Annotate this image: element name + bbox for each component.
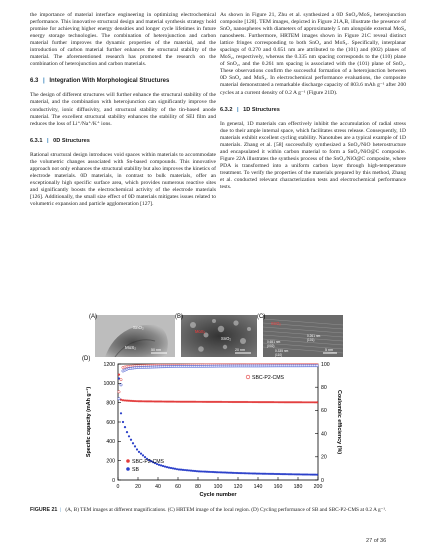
point-sb bbox=[128, 435, 130, 437]
point-sbc-p2-cms bbox=[152, 400, 154, 402]
point-sbc-p2-cms bbox=[180, 401, 182, 403]
legend-marker-sb bbox=[126, 467, 130, 471]
point-sbc-p2-cms bbox=[308, 401, 310, 403]
label-sno2-c: SnO₂ bbox=[271, 321, 282, 326]
point-sb bbox=[242, 472, 244, 474]
point-sbc-p2-cms bbox=[192, 401, 194, 403]
y-left-tick-label: 600 bbox=[106, 419, 115, 426]
y-right-axis-label: Coulombic efficiency (%) bbox=[336, 389, 342, 455]
point-sbc-p2-cms bbox=[264, 401, 266, 403]
point-sb bbox=[258, 473, 260, 475]
point-sb bbox=[248, 472, 250, 474]
point-sb bbox=[206, 471, 208, 473]
point-sbc-p2-cms bbox=[250, 401, 252, 403]
tem-image-a bbox=[95, 315, 175, 357]
point-sbc-p2-cms bbox=[236, 401, 238, 403]
point-sbc-p2-cms bbox=[162, 400, 164, 402]
point-sbc-p2-cms bbox=[194, 401, 196, 403]
section-number: 6.3 bbox=[30, 78, 39, 85]
subsection-heading bbox=[30, 138, 216, 145]
point-sbc-p2-cms bbox=[160, 400, 162, 402]
point-sbc-p2-cms bbox=[140, 400, 142, 402]
body-paragraph: the importance of material interface engineering in optimizing electrochemical performance. This innovative structural design and material synthesis strategy hold promise for achieving higher energy densities and longer cycle lifetimes in future energy storage technologies. The combination of heterojunction and carbon material further improves the dynamic properties of the material, and the introduction of carbon material further enhances the structural stability of the material. The aforementioned research has promoted the research on the combination of heterojunction and carbon materials. bbox=[30, 12, 216, 68]
point-sb bbox=[284, 473, 286, 475]
point-sbc-p2-cms bbox=[164, 400, 166, 402]
point-sb bbox=[274, 473, 276, 475]
point-sbc-p2-cms bbox=[198, 401, 200, 403]
x-tick-label: 160 bbox=[273, 484, 283, 490]
x-tick-label: 60 bbox=[175, 484, 181, 490]
panel-label-c: (C) bbox=[257, 314, 266, 320]
point-sb bbox=[216, 471, 218, 473]
point-sbc-p2-cms bbox=[262, 401, 264, 403]
left-column bbox=[30, 12, 216, 212]
y-left-tick-label: 1000 bbox=[103, 381, 115, 388]
point-sb bbox=[132, 442, 134, 444]
lattice-plane-3: (110) bbox=[275, 353, 283, 357]
legend-label-sbc: SBC-P2-CMS bbox=[132, 459, 164, 465]
caption-divider: | bbox=[58, 507, 62, 513]
point-sb bbox=[278, 473, 280, 475]
point-sbc-p2-cms bbox=[282, 401, 284, 403]
point-sbc-p2-cms bbox=[274, 401, 276, 403]
point-sbc-p2-cms bbox=[128, 400, 130, 402]
point-sb bbox=[224, 471, 226, 473]
point-sb bbox=[182, 469, 184, 471]
point-sb bbox=[138, 451, 140, 453]
point-sbc-p2-cms bbox=[146, 400, 148, 402]
point-sb bbox=[306, 473, 308, 475]
point-sb bbox=[178, 468, 180, 470]
point-sbc-p2-cms bbox=[300, 401, 302, 403]
point-sb bbox=[188, 469, 190, 471]
point-sb bbox=[130, 439, 132, 441]
point-sbc-p2-cms bbox=[268, 401, 270, 403]
point-sb bbox=[292, 473, 294, 475]
point-sbc-p2-cms bbox=[278, 401, 280, 403]
y-right-tick-label: 0 bbox=[321, 477, 324, 484]
subsection-title: 1D Structures bbox=[243, 106, 280, 113]
point-sb bbox=[124, 426, 126, 428]
lattice-spacing-1: 0.261 nm bbox=[307, 334, 321, 338]
point-sb bbox=[250, 472, 252, 474]
point-sb bbox=[218, 471, 220, 473]
legend-top-label: SBC-P2-CMS bbox=[252, 375, 284, 381]
point-sb bbox=[296, 473, 298, 475]
cycling-performance-chart bbox=[80, 358, 348, 506]
point-sbc-p2-cms-ce bbox=[118, 391, 120, 393]
section-heading bbox=[30, 78, 216, 85]
figure-image-panels bbox=[89, 315, 343, 357]
point-sbc-p2-cms bbox=[214, 401, 216, 403]
hrtem-image-c bbox=[263, 315, 343, 357]
point-sb bbox=[196, 470, 198, 472]
point-sbc-p2-cms bbox=[166, 400, 168, 402]
point-sb bbox=[212, 471, 214, 473]
point-sbc-p2-cms bbox=[174, 401, 176, 403]
point-sbc-p2-cms bbox=[302, 401, 304, 403]
y-right-tick-label: 40 bbox=[321, 431, 327, 438]
point-sb bbox=[166, 466, 168, 468]
point-sbc-p2-cms bbox=[130, 400, 132, 402]
point-sb bbox=[226, 472, 228, 474]
point-sb bbox=[280, 473, 282, 475]
point-sb bbox=[194, 470, 196, 472]
point-sb bbox=[170, 467, 172, 469]
legend-label-sb: SB bbox=[132, 467, 139, 473]
point-sbc-p2-cms bbox=[138, 400, 140, 402]
point-sb bbox=[184, 469, 186, 471]
point-sb bbox=[308, 473, 310, 475]
y-left-tick-label: 0 bbox=[112, 477, 115, 484]
point-sbc-p2-cms bbox=[148, 400, 150, 402]
point-sbc-p2-cms bbox=[252, 401, 254, 403]
point-sb bbox=[244, 472, 246, 474]
point-sbc-p2-cms bbox=[206, 401, 208, 403]
y-left-tick-label: 200 bbox=[106, 458, 115, 465]
point-sbc-p2-cms bbox=[294, 401, 296, 403]
point-sbc-p2-cms bbox=[226, 401, 228, 403]
point-sbc-p2-cms bbox=[292, 401, 294, 403]
point-sb bbox=[186, 469, 188, 471]
point-sbc-p2-cms bbox=[298, 401, 300, 403]
point-sbc-p2-cms bbox=[260, 401, 262, 403]
point-sbc-p2-cms bbox=[210, 401, 212, 403]
point-sb bbox=[214, 471, 216, 473]
y-left-tick-label: 800 bbox=[106, 400, 115, 407]
point-sbc-p2-cms bbox=[168, 401, 170, 403]
point-sbc-p2-cms bbox=[156, 400, 158, 402]
point-sbc-p2-cms bbox=[276, 401, 278, 403]
point-sbc-p2-cms bbox=[254, 401, 256, 403]
point-sb bbox=[164, 465, 166, 467]
point-sb bbox=[136, 448, 138, 450]
point-sbc-p2-cms bbox=[246, 401, 248, 403]
point-sbc-p2-cms bbox=[238, 401, 240, 403]
label-mos2: MoS₂ bbox=[125, 345, 136, 350]
point-sbc-p2-cms bbox=[270, 401, 272, 403]
x-tick-label: 140 bbox=[253, 484, 263, 490]
point-sbc-p2-cms bbox=[184, 401, 186, 403]
point-sbc-p2-cms bbox=[158, 400, 160, 402]
point-sbc-p2-cms bbox=[150, 400, 152, 402]
point-sbc-p2-cms bbox=[142, 400, 144, 402]
point-sbc-p2-cms bbox=[136, 400, 138, 402]
point-sb bbox=[204, 471, 206, 473]
subsection-number: 6.3.1 bbox=[30, 137, 43, 144]
tem-image-b bbox=[181, 315, 257, 357]
point-sb bbox=[162, 465, 164, 467]
point-sb bbox=[202, 470, 204, 472]
point-sb bbox=[230, 472, 232, 474]
point-sb bbox=[236, 472, 238, 474]
section-divider: | bbox=[237, 106, 239, 113]
point-sb bbox=[238, 472, 240, 474]
point-sbc-p2-cms bbox=[288, 401, 290, 403]
scale-bar-c: 5 nm bbox=[325, 348, 333, 352]
point-sb bbox=[286, 473, 288, 475]
point-sbc-p2-cms bbox=[304, 401, 306, 403]
point-sb bbox=[126, 431, 128, 433]
point-sbc-p2-cms bbox=[306, 401, 308, 403]
point-sb bbox=[264, 473, 266, 475]
y-right-tick-label: 20 bbox=[321, 454, 327, 461]
body-paragraph: The design of different structures will further enhance the structural stability of the material, and the combination with heterojunction can significantly improve the conductivity, ionic diffusivity, and structural stability of the tin-based anode material. The excellent structural stability enhances the stability of SEI film and reduces the loss of Li⁺/Na⁺/K⁺ ions. bbox=[30, 92, 216, 127]
body-paragraph: Rational structural design introduces void spaces within materials to accommodate the volumetric changes associated with Sn-based compounds. This innovative approach not only enhances the structural stability but also improves the kinetics of electrode materials. 0D materials, in contrast to bulk materials, offer an exceptionally high specific surface area, which provides numerous reactive sites and significantly boosts the electrochemical activity of the electrode materials [126]. Additionally, the small size effect of 0D materials mitigates issues related to volumetric expansion and particle agglomeration [127]. bbox=[30, 151, 216, 208]
point-sbc-p2-cms bbox=[190, 401, 192, 403]
point-sb bbox=[288, 473, 290, 475]
point-sbc-p2-cms bbox=[316, 401, 318, 403]
point-sbc-p2-cms bbox=[232, 401, 234, 403]
point-sbc-p2-cms bbox=[212, 401, 214, 403]
scale-bar-a: 50 nm bbox=[151, 348, 161, 352]
point-sb bbox=[134, 445, 136, 447]
point-sbc-p2-cms bbox=[176, 401, 178, 403]
point-sbc-p2-cms bbox=[248, 401, 250, 403]
point-sb bbox=[228, 472, 230, 474]
point-sbc-p2-cms bbox=[182, 401, 184, 403]
section-title: Integration With Morphological Structures bbox=[49, 78, 170, 85]
point-sb bbox=[256, 472, 258, 474]
point-sbc-p2-cms bbox=[272, 401, 274, 403]
point-sbc-p2-cms bbox=[218, 401, 220, 403]
point-sbc-p2-cms bbox=[258, 401, 260, 403]
point-sbc-p2-cms bbox=[244, 401, 246, 403]
x-tick-label: 180 bbox=[293, 484, 303, 490]
point-sb bbox=[120, 412, 122, 414]
subsection-number: 6.3.2 bbox=[220, 106, 233, 113]
point-sbc-p2-cms bbox=[178, 401, 180, 403]
page-number: 27 of 36 bbox=[366, 538, 387, 544]
point-sb bbox=[144, 456, 146, 458]
point-sbc-p2-cms bbox=[122, 399, 124, 401]
point-sb bbox=[312, 474, 314, 476]
caption-label: FIGURE 21 bbox=[30, 507, 58, 513]
point-sb bbox=[174, 468, 176, 470]
point-sb bbox=[180, 469, 182, 471]
section-divider: | bbox=[43, 78, 45, 85]
point-sb bbox=[314, 474, 316, 476]
point-sb bbox=[282, 473, 284, 475]
point-sbc-p2-cms bbox=[208, 401, 210, 403]
point-sb bbox=[234, 472, 236, 474]
point-sbc-p2-cms bbox=[312, 401, 314, 403]
point-sbc-p2-cms bbox=[196, 401, 198, 403]
point-sbc-p2-cms bbox=[256, 401, 258, 403]
point-sb bbox=[290, 473, 292, 475]
point-sbc-p2-cms bbox=[144, 400, 146, 402]
point-sb bbox=[300, 473, 302, 475]
point-sbc-p2-cms bbox=[200, 401, 202, 403]
y-right-tick-label: 80 bbox=[321, 385, 327, 391]
label-mos2-b: MoS₂ bbox=[195, 329, 206, 334]
point-sbc-p2-cms bbox=[118, 374, 120, 376]
point-sbc-p2-cms bbox=[154, 400, 156, 402]
scale-bar-b: 20 nm bbox=[235, 348, 245, 352]
point-sb bbox=[310, 473, 312, 475]
point-sb bbox=[208, 471, 210, 473]
point-sbc-p2-cms bbox=[216, 401, 218, 403]
point-sbc-p2-cms bbox=[134, 400, 136, 402]
point-sb bbox=[210, 471, 212, 473]
point-sb bbox=[190, 470, 192, 472]
caption-text: (A, B) TEM images at different magnifications. (C) HRTEM image of the local region. (D) Cycling performance of SB and SBC-P2-CMS at 0.2 A g⁻¹. bbox=[65, 507, 387, 513]
point-sb bbox=[270, 473, 272, 475]
point-sb-ce bbox=[120, 384, 122, 386]
point-sb bbox=[192, 470, 194, 472]
point-sb bbox=[140, 453, 142, 455]
label-sno2: SnO₂ bbox=[133, 325, 144, 330]
point-sbc-p2-cms bbox=[280, 401, 282, 403]
point-sb bbox=[260, 473, 262, 475]
label-sno2-b: SnO₂ bbox=[221, 336, 232, 341]
point-sbc-p2-cms bbox=[228, 401, 230, 403]
y-left-tick-label: 1200 bbox=[103, 361, 115, 368]
point-sb bbox=[252, 472, 254, 474]
point-sb bbox=[240, 472, 242, 474]
point-sb bbox=[262, 473, 264, 475]
point-sb bbox=[232, 472, 234, 474]
point-sbc-p2-cms bbox=[132, 400, 134, 402]
point-sbc-p2-cms bbox=[126, 400, 128, 402]
body-paragraph: As shown in Figure 21, Zhu et al. synthesized a 0D SnO₂/MoS₂ heterojunction composite [128]. TEM images, depicted in Figure 21A,B, illustrate the presence of SnO₂ nanospheres with diameters of approximately 5 nm alongside external MoS₂ nanosheets. Furthermore, HRTEM images shown in Figure 21C reveal distinct lattice fringes corresponding to both SnO₂ and MoS₂. Specifically, interplanar spacings of 0.270 and 0.651 nm are attributed to the (101) and (002) planes of MoS₂, respectively, whereas the 0.335 nm spacing corresponds to the (110) plane of SnO₂, and the 0.261 nm spacing is associated with the (101) plane of SnO₂. These observations confirm the successful formation of a heterojunction between 0D SnO₂ and MoS₂. In electrochemical performance evaluations, the composite material demonstrated a remarkable discharge capacity of 803.6 mAh g⁻¹ after 200 cycles at a current density of 0.2 A g⁻¹ (Figure 21D). bbox=[220, 12, 406, 96]
point-sbc-p2-cms bbox=[314, 401, 316, 403]
point-sbc-p2-cms bbox=[204, 401, 206, 403]
point-sbc-p2-cms bbox=[188, 401, 190, 403]
legend-top-marker bbox=[246, 375, 250, 379]
point-sbc-p2-cms bbox=[170, 401, 172, 403]
y-right-tick-label: 60 bbox=[321, 408, 327, 415]
point-sb bbox=[172, 467, 174, 469]
point-sb bbox=[276, 473, 278, 475]
x-tick-label: 100 bbox=[213, 484, 223, 490]
point-sb bbox=[168, 467, 170, 469]
x-tick-label: 120 bbox=[233, 484, 243, 490]
subsection-heading bbox=[220, 107, 406, 114]
point-sb bbox=[122, 421, 124, 423]
panel-label-d: (D) bbox=[82, 356, 91, 362]
point-sb bbox=[298, 473, 300, 475]
y-left-axis-label: Specific capacity (mAh g⁻¹) bbox=[86, 386, 92, 458]
point-sb bbox=[198, 470, 200, 472]
lattice-spacing-3: 0.335 nm bbox=[275, 349, 289, 353]
point-sb bbox=[200, 470, 202, 472]
x-tick-label: 0 bbox=[116, 484, 120, 490]
point-sb bbox=[316, 474, 318, 476]
y-right-tick-label: 100 bbox=[321, 361, 330, 368]
lattice-plane-2: (002) bbox=[267, 344, 275, 348]
point-sbc-p2-cms bbox=[290, 401, 292, 403]
point-sb bbox=[142, 454, 144, 456]
point-sb-ce bbox=[316, 365, 318, 367]
panel-label-a: (A) bbox=[89, 314, 97, 320]
subsection-title: 0D Structures bbox=[53, 137, 90, 144]
point-sb bbox=[246, 472, 248, 474]
point-sbc-p2-cms bbox=[296, 401, 298, 403]
x-tick-label: 80 bbox=[195, 484, 201, 490]
point-sbc-p2-cms bbox=[284, 401, 286, 403]
point-sb bbox=[222, 471, 224, 473]
point-sbc-p2-cms bbox=[172, 401, 174, 403]
point-sb bbox=[266, 473, 268, 475]
point-sb bbox=[268, 473, 270, 475]
x-tick-label: 200 bbox=[313, 484, 323, 490]
y-left-tick-label: 400 bbox=[106, 439, 115, 446]
right-column bbox=[220, 12, 406, 195]
body-paragraph: In general, 1D materials can effectively inhibit the accumulation of radial stress due to their ample internal space, which facilitates stress release. Consequently, 1D materials exhibit excellent cycling stability. Nanotubes are a typical example of 1D materials. Zhang et al. [58] successfully synthesized a SnO₂/NiO heterostructure and encapsulated it within carbon material to form a SnO₂/NiO@C composite. Figure 22A illustrates the synthesis process of the SnO₂/NiO@C composite, where PDA is transformed into a uniform carbon layer through high-temperature treatment. To verify the properties of the materials prepared by this method, Zhang et al. conducted relevant characterization tests and electrochemical performance tests. bbox=[220, 120, 406, 191]
point-sb bbox=[176, 468, 178, 470]
point-sbc-p2-cms bbox=[240, 401, 242, 403]
point-sbc-p2-cms bbox=[242, 401, 244, 403]
point-sbc-p2-cms bbox=[202, 401, 204, 403]
point-sb bbox=[272, 473, 274, 475]
point-sbc-p2-cms bbox=[124, 399, 126, 401]
x-tick-label: 20 bbox=[135, 484, 141, 490]
lattice-spacing-2: 0.651 nm bbox=[267, 340, 281, 344]
point-sbc-p2-cms bbox=[230, 401, 232, 403]
x-axis-label: Cycle number bbox=[199, 492, 237, 498]
figure-caption bbox=[30, 507, 398, 514]
chart-svg bbox=[80, 358, 348, 506]
x-tick-label: 40 bbox=[155, 484, 161, 490]
point-sbc-p2-cms bbox=[224, 401, 226, 403]
point-sbc-p2-cms-ce bbox=[120, 378, 122, 380]
legend-marker-sbc bbox=[126, 459, 130, 463]
point-sb bbox=[254, 472, 256, 474]
point-sbc-p2-cms bbox=[186, 401, 188, 403]
point-sb bbox=[220, 471, 222, 473]
point-sbc-p2-cms bbox=[310, 401, 312, 403]
point-sbc-p2-cms bbox=[222, 401, 224, 403]
point-sb bbox=[302, 473, 304, 475]
section-divider: | bbox=[47, 137, 49, 144]
point-sb-ce bbox=[118, 398, 120, 400]
point-sbc-p2-cms bbox=[234, 401, 236, 403]
lattice-plane-1: (101) bbox=[307, 338, 315, 342]
point-sb bbox=[294, 473, 296, 475]
point-sb bbox=[304, 473, 306, 475]
point-sbc-p2-cms bbox=[220, 401, 222, 403]
point-sbc-p2-cms bbox=[266, 401, 268, 403]
panel-label-b: (B) bbox=[175, 314, 183, 320]
point-sbc-p2-cms bbox=[286, 401, 288, 403]
